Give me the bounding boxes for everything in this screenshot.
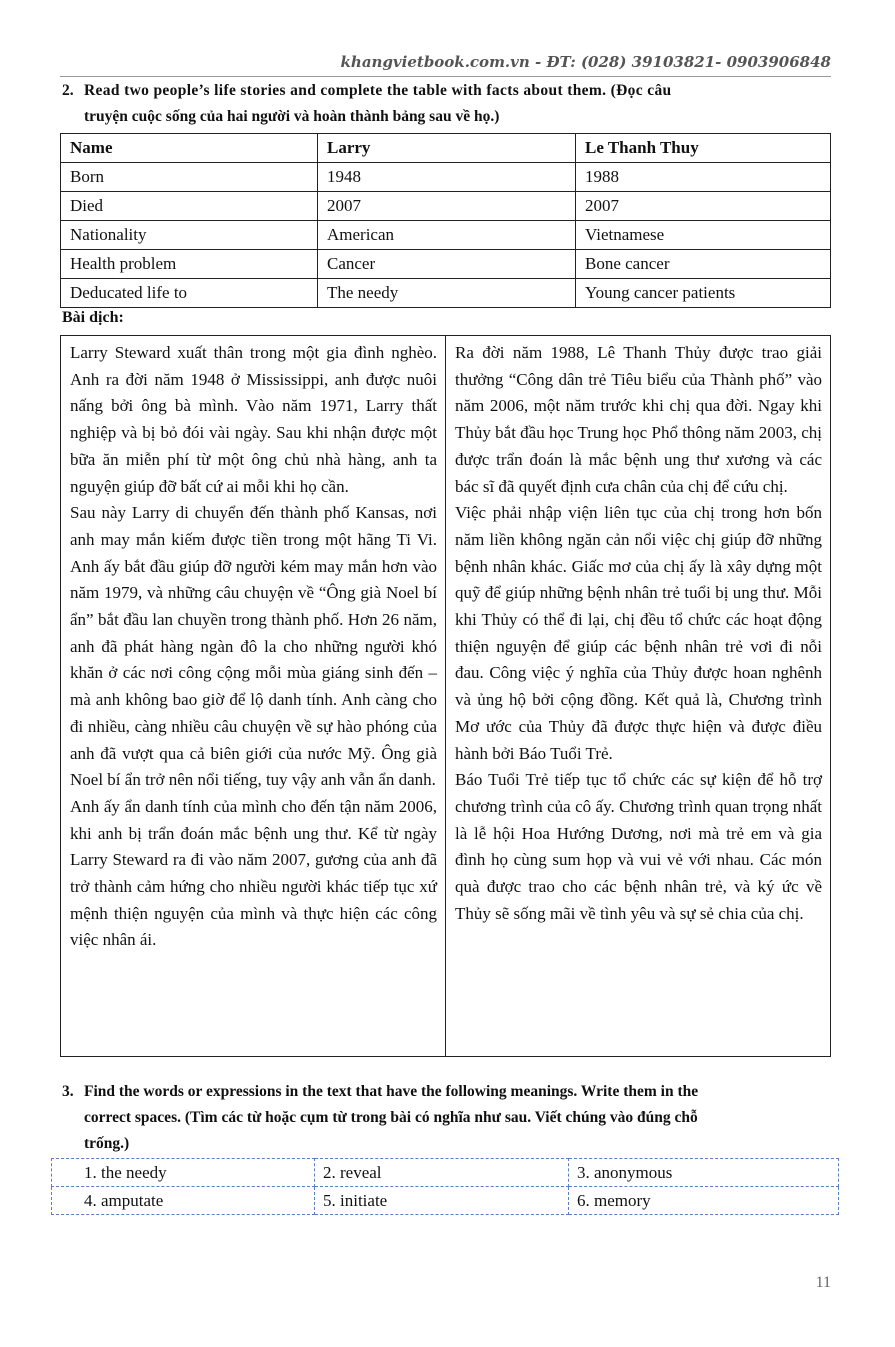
facts-cell: Nationality <box>61 221 318 250</box>
translation-left-column <box>61 336 446 1056</box>
facts-table-row <box>61 279 831 308</box>
answer-cell: 2. reveal <box>315 1159 569 1187</box>
facts-cell: Born <box>61 163 318 192</box>
answers-row <box>52 1187 839 1215</box>
question-2-line1: Read two people’s life stories and complete the table with facts about them. (Đọc câu <box>84 82 672 99</box>
facts-header-cell: Le Thanh Thuy <box>576 134 831 163</box>
facts-table-row <box>61 163 831 192</box>
translation-right-column <box>446 336 830 1056</box>
answer-cell: 6. memory <box>569 1187 839 1215</box>
translation-box <box>60 335 831 1057</box>
facts-cell: Bone cancer <box>576 250 831 279</box>
facts-cell: 2007 <box>576 192 831 221</box>
facts-cell: Young cancer patients <box>576 279 831 308</box>
question-3-line1: Find the words or expressions in the text that have the following meanings. Write them in the <box>84 1083 699 1100</box>
facts-cell: Died <box>61 192 318 221</box>
facts-cell: 1948 <box>318 163 576 192</box>
header-site-text: khangvietbook.com.vn - ĐT: (028) 39103821- 0903906848 <box>340 53 831 71</box>
facts-header-cell: Larry <box>318 134 576 163</box>
question-2-line2: truyện cuộc sống của hai người và hoàn thành bảng sau về họ.) <box>84 108 500 125</box>
facts-cell: Vietnamese <box>576 221 831 250</box>
page-header <box>60 52 831 77</box>
question-2 <box>62 78 831 130</box>
facts-cell: The needy <box>318 279 576 308</box>
facts-table-row <box>61 192 831 221</box>
question-3 <box>62 1079 831 1157</box>
translation-paragraph: Ra đời năm 1988, Lê Thanh Thủy được trao giải thưởng “Công dân trẻ Tiêu biểu của Thành phố” vào năm 2006, một năm trước khi chị qua đời. Ngay khi Thủy bắt đầu học Trung học Phổ thông năm 2003, chị được trẩn đoán là mắc bệnh ung thư xương và các bác sĩ đã quyết định cưa chân của chị để cứu chị. <box>455 343 822 496</box>
translation-paragraph: Larry Steward xuất thân trong một gia đình nghèo. Anh ra đời năm 1948 ở Mississippi, anh được nuôi nấng bởi ông bà mình. Vào năm 1971, Larry thất nghiệp và bị bỏ đói vài ngày. Sau khi nhận được một bữa ăn miễn phí từ một ông chủ nhà hàng, anh ta nguyện giúp đỡ bất cứ ai mỗi khi họ cần. <box>70 343 437 496</box>
question-3-number: 3. <box>62 1083 74 1100</box>
question-3-line3: trống.) <box>84 1135 130 1152</box>
translation-paragraph: Việc phải nhập viện liên tục của chị trong hơn bốn năm liền không ngăn cản nổi việc chị giúp đỡ những bệnh nhân khác. Giấc mơ của chị ấy là xây dựng một quỹ để giúp những bệnh nhân trẻ tuổi bị ung thư. Mỗi khi Thủy có thể đi lại, chị đều tổ chức các hoạt động thiện nguyện để giúp các bệnh nhân trẻ vơi đi nỗi đau. Công việc ý nghĩa của Thủy được hoan nghênh và ủng hộ bởi cộng đồng. Kết quả là, Chương trình Mơ ước của Thủy đã được thực hiện và được điều hành bởi Báo Tuổi Trẻ. <box>455 503 822 763</box>
translation-paragraph: Anh ấy ẩn danh tính của mình cho đến tận năm 2006, khi anh bị trẩn đoán mắc bệnh ung thư. Kể từ ngày Larry Steward ra đi vào năm 2007, gương của anh đã trở thành cảm hứng cho nhiều người khác tiếp tục xứ mệnh thiện nguyện của mình và thực hiện các công việc nhân ái. <box>70 796 437 950</box>
answer-cell: 1. the needy <box>52 1159 315 1187</box>
facts-table-row <box>61 250 831 279</box>
answer-cell: 4. amputate <box>52 1187 315 1215</box>
answer-cell: 5. initiate <box>315 1187 569 1215</box>
facts-table-header-row <box>61 134 831 163</box>
page-number: 11 <box>815 1274 831 1291</box>
answer-cell: 3. anonymous <box>569 1159 839 1187</box>
facts-table <box>60 133 831 308</box>
facts-cell: Health problem <box>61 250 318 279</box>
facts-cell: Deducated life to <box>61 279 318 308</box>
question-3-line2: correct spaces. (Tìm các từ hoặc cụm từ trong bài có nghĩa như sau. Viết chúng vào đúng chỗ <box>84 1109 698 1126</box>
translation-heading: Bài dịch: <box>62 309 124 326</box>
translation-paragraph: Sau này Larry di chuyển đến thành phố Kansas, nơi anh may mắn kiếm được tiền trong một hãng Ti Vi. Anh ấy bắt đầu giúp đỡ người kém may mắn hơn vào năm 1979, và những câu chuyện về “Ông già Noel bí ẩn” bắt đầu lan chuyền trong thành phố. Hơn 26 năm, anh đã phát hàng ngàn đô la cho những người khó khăn ở các nơi công cộng mỗi mùa giáng sinh đến – mà anh không bao giờ để lộ danh tính. Anh càng cho đi nhiều, càng nhiều câu chuyện về sự hào phóng của anh đã vượt qua cả biên giới của nước Mỹ. Ông già Noel bí ẩn trở nên nổi tiếng, tuy vậy anh vẫn ẩn danh. <box>70 503 437 790</box>
facts-cell: 2007 <box>318 192 576 221</box>
facts-cell: 1988 <box>576 163 831 192</box>
translation-paragraph: Báo Tuổi Trẻ tiếp tục tổ chức các sự kiện để hỗ trợ chương trình của cô ấy. Chương trình quan trọng nhất là lễ hội Hoa Hướng Dương, nơi mà trẻ em và gia đình họ cùng sum họp và vui vẻ với nhau. Các món quà được trao cho các bệnh nhân trẻ, và ký ức về Thủy sẽ sống mãi về tình yêu và sự sẻ chia của chị. <box>455 770 822 923</box>
facts-header-cell: Name <box>61 134 318 163</box>
question-2-number: 2. <box>62 82 74 99</box>
facts-cell: American <box>318 221 576 250</box>
facts-cell: Cancer <box>318 250 576 279</box>
answers-row <box>52 1159 839 1187</box>
answers-table <box>51 1158 839 1215</box>
facts-table-row <box>61 221 831 250</box>
